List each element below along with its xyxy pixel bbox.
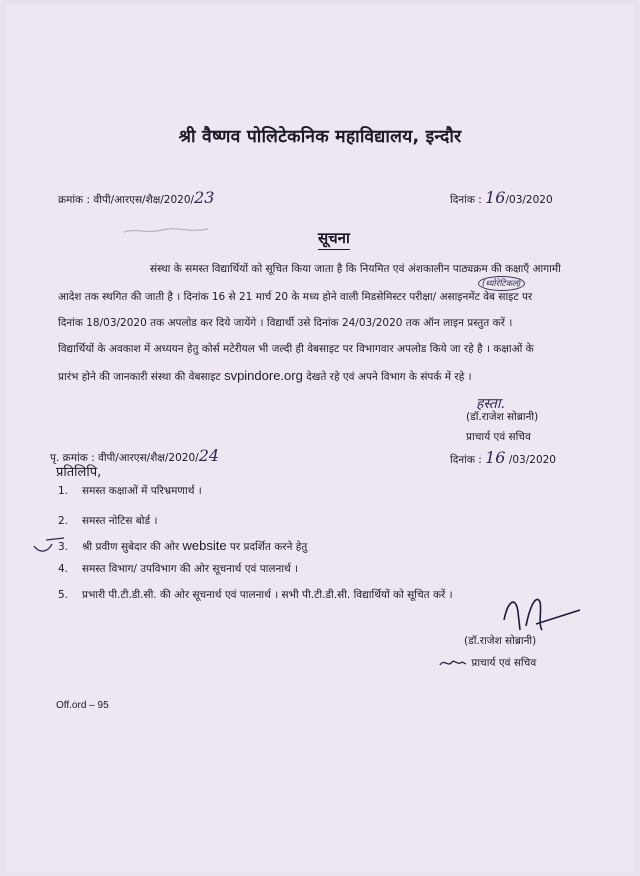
copy-reference-label: पृ. क्रमांक : वीपी/आरएस/शैक्ष/2020/ <box>50 452 199 464</box>
signatory-designation: प्राचार्य एवं सचिव <box>466 431 531 443</box>
handwritten-annotation: (थ्योरेटिकल) <box>478 276 525 291</box>
copy-list-item <box>58 588 453 602</box>
date-rest: /03/2020 <box>505 194 553 206</box>
list-text: प्रभारी पी.टी.डी.सी. की ओर सूचनार्थ एवं पालनार्थ । सभी पी.टी.डी.सी. विद्यार्थियों को सूचित करें । <box>82 589 453 601</box>
notice-line-3: दिनांक 18/03/2020 तक अपलोड कर दिये जायेंगे । विद्यार्थी उसे दिनांक 24/03/2020 तक ऑन लाइन प्रस्तुत करें । <box>58 317 513 329</box>
reference-number <box>58 188 214 207</box>
list-number: 4. <box>58 563 69 575</box>
list-text-tail: पर प्रदर्शित करने हेतु <box>226 541 308 553</box>
copy-reference-number: 24 <box>198 446 220 465</box>
signature-date-label: दिनांक : <box>450 454 482 466</box>
notice-line-5-tail: देखते रहे एवं अपने विभाग के संपर्क में रहे । <box>302 371 472 383</box>
notice-line-5 <box>58 368 472 384</box>
notice-line-5-text: प्रारंभ होने की जानकारी संस्था की वेबसाइट <box>58 371 225 383</box>
list-text: श्री प्रवीण सुबेदार की ओर <box>82 541 183 553</box>
signature-date-day: 16 <box>485 448 506 467</box>
handwritten-initials <box>438 656 468 670</box>
date-handwritten-day: 16 <box>485 188 506 207</box>
signatory-name: (डॉ.राजेश सोब्रानी) <box>466 411 539 423</box>
notice-line-2: आदेश तक स्थगित की जाती है । दिनांक 16 से 21 मार्च 20 के मध्य होने वाली मिडसेमिस्टर परीक्षा/ असाइनमेंट वेब साइट पर <box>58 291 533 303</box>
copy-heading: प्रतिलिपि, <box>56 465 102 480</box>
signature-date <box>450 448 556 467</box>
notice-line-4: विद्यार्थियों के अवकाश में अध्ययन हेतु कोर्स मटेरीयल भी जल्दी ही वेबसाइट पर विभागवार अपलोड किये जा रहे है । कक्षाओं के <box>58 343 534 355</box>
copy-list-item <box>58 514 157 528</box>
reference-label: क्रमांक : वीपी/आरएस/शैक्ष/2020/ <box>58 194 195 206</box>
notice-heading: सूचना <box>318 228 350 250</box>
handwritten-check-mark <box>30 534 70 556</box>
list-text: समस्त नोटिस बोर्ड । <box>82 515 158 527</box>
list-number: 5. <box>58 589 69 601</box>
copy-list-item <box>58 538 307 554</box>
website-word: website <box>182 538 227 553</box>
signature-date-rest: /03/2020 <box>505 454 556 466</box>
list-number: 2. <box>58 515 69 527</box>
signatory-name-2: (डॉ.राजेश सोब्रानी) <box>464 635 537 647</box>
list-text: समस्त विभाग/ उपविभाग की ओर सूचनार्थ एवं पालनार्थ । <box>82 563 299 575</box>
website-link-text: svpindore.org <box>224 368 303 383</box>
notice-line-1: संस्था के समस्त विद्यार्थियों को सूचित किया जाता है कि नियमित एवं अंशकालीन पाठ्यक्रम की कक्षाएँ आगामी <box>150 263 561 275</box>
signatory-designation-2 <box>438 656 536 670</box>
office-order-code: Off.ord – 95 <box>56 700 109 711</box>
copy-list-item <box>58 562 298 576</box>
list-number: 1. <box>58 485 69 497</box>
reference-handwritten-number: 23 <box>194 188 215 207</box>
faint-scribble <box>122 224 212 238</box>
date-label: दिनांक : <box>450 194 482 206</box>
signature-initials: हस्ता. <box>476 396 505 412</box>
notice-date <box>450 188 553 207</box>
copy-list-item <box>58 484 202 498</box>
handwritten-signature <box>496 590 586 640</box>
signatory-designation-2-text: प्राचार्य एवं सचिव <box>471 657 537 669</box>
list-text: समस्त कक्षाओं में परिभ्रमणार्थ । <box>82 485 202 497</box>
list-number: 3. <box>58 541 69 553</box>
institute-title: श्री वैष्णव पोलिटेकनिक महाविद्यालय, इन्दौर <box>178 127 462 147</box>
